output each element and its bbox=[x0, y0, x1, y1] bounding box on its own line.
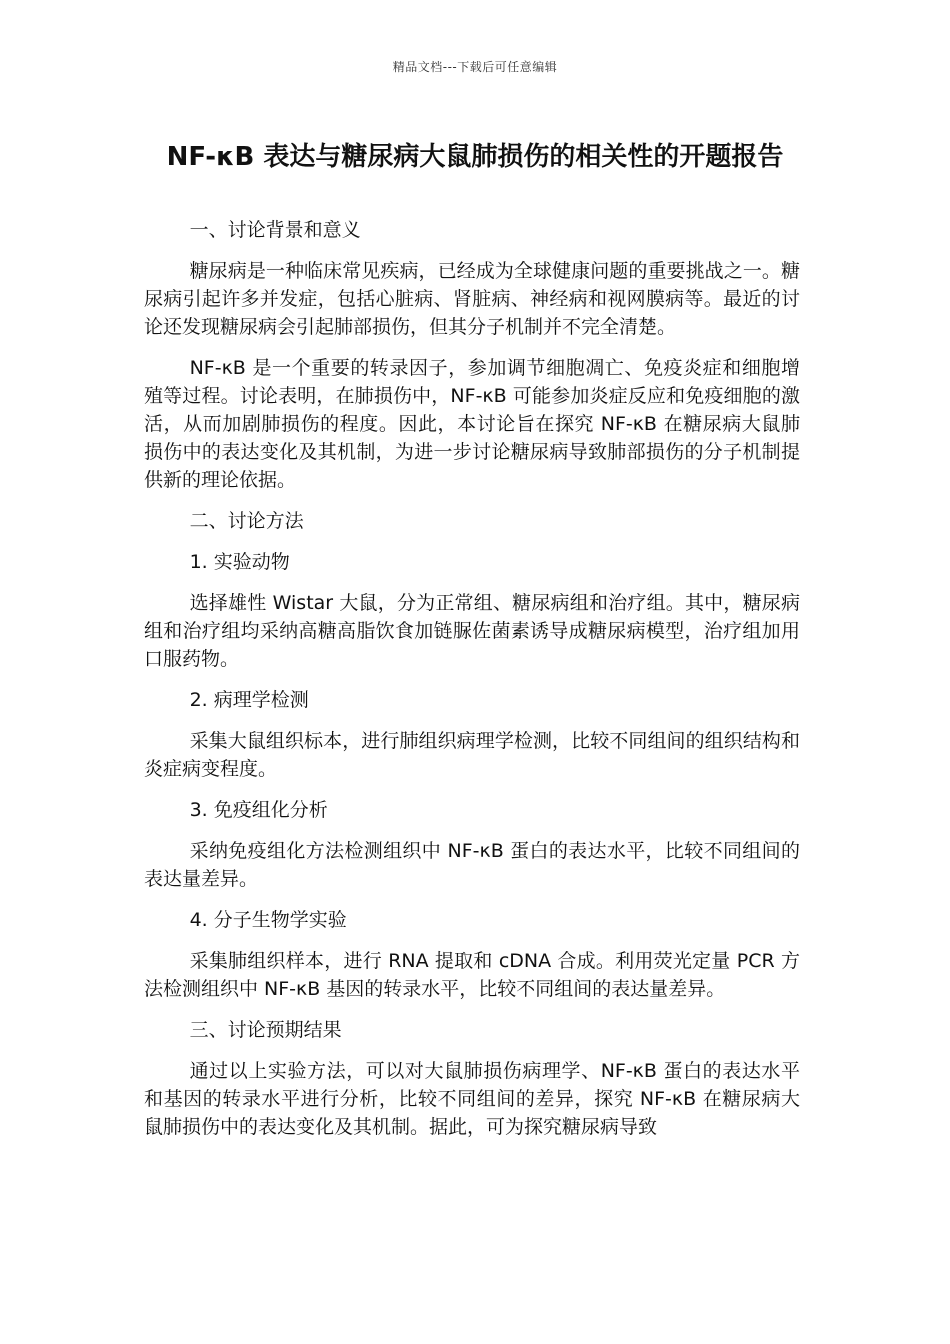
subheading-molecular-biology: 4. 分子生物学实验 bbox=[189, 909, 347, 931]
paragraph-molecular-biology: 采集肺组织样本，进行 RNA 提取和 cDNA 合成。利用荧光定量 PCR 方法检测组织中 NF-κB 基因的转录水平，比较不同组间的表达量差异。 bbox=[144, 950, 800, 1000]
subheading-pathology: 2. 病理学检测 bbox=[189, 689, 309, 711]
paragraph-animals: 选择雄性 Wistar 大鼠，分为正常组、糖尿病组和治疗组。其中，糖尿病组和治疗组均采纳高糖高脂饮食加链脲佐菌素诱导成糖尿病模型，治疗组加用口服药物。 bbox=[144, 592, 800, 670]
header-note: 精品文档---下载后可任意编辑 bbox=[392, 60, 558, 74]
paragraph-immunohistochemistry: 采纳免疫组化方法检测组织中 NF-κB 蛋白的表达水平，比较不同组间的表达量差异。 bbox=[144, 840, 800, 890]
section-heading-background: 一、讨论背景和意义 bbox=[189, 219, 361, 241]
document-body bbox=[144, 216, 800, 1154]
subheading-immunohistochemistry: 3. 免疫组化分析 bbox=[189, 799, 328, 821]
section-heading-methods: 二、讨论方法 bbox=[189, 510, 304, 532]
subheading-animals: 1. 实验动物 bbox=[189, 551, 290, 573]
paragraph-pathology: 采集大鼠组织标本，进行肺组织病理学检测，比较不同组间的组织结构和炎症病变程度。 bbox=[144, 730, 800, 780]
paragraph-background-1: 糖尿病是一种临床常见疾病，已经成为全球健康问题的重要挑战之一。糖尿病引起许多并发症，包括心脏病、肾脏病、神经病和视网膜病等。最近的讨论还发现糖尿病会引起肺部损伤，但其分子机制并不完全清楚。 bbox=[144, 260, 800, 338]
paragraph-expected-results: 通过以上实验方法，可以对大鼠肺损伤病理学、NF-κB 蛋白的表达水平和基因的转录水平进行分析，比较不同组间的差异，探究 NF-κB 在糖尿病大鼠肺损伤中的表达变化及其机制。据此，可为探究糖尿病导致 bbox=[144, 1060, 800, 1138]
section-heading-expected-results: 三、讨论预期结果 bbox=[189, 1019, 342, 1041]
document-title: NF-κB 表达与糖尿病大鼠肺损伤的相关性的开题报告 bbox=[166, 142, 784, 172]
paragraph-background-2: NF-κB 是一个重要的转录因子，参加调节细胞凋亡、免疫炎症和细胞增殖等过程。讨论表明，在肺损伤中，NF-κB 可能参加炎症反应和免疫细胞的激活，从而加剧肺损伤的程度。因此，本讨论旨在探究 NF-κB 在糖尿病大鼠肺损伤中的表达变化及其机制，为进一步讨论糖尿病导致肺部损伤的分子机制提供新的理论依据。 bbox=[144, 357, 800, 491]
